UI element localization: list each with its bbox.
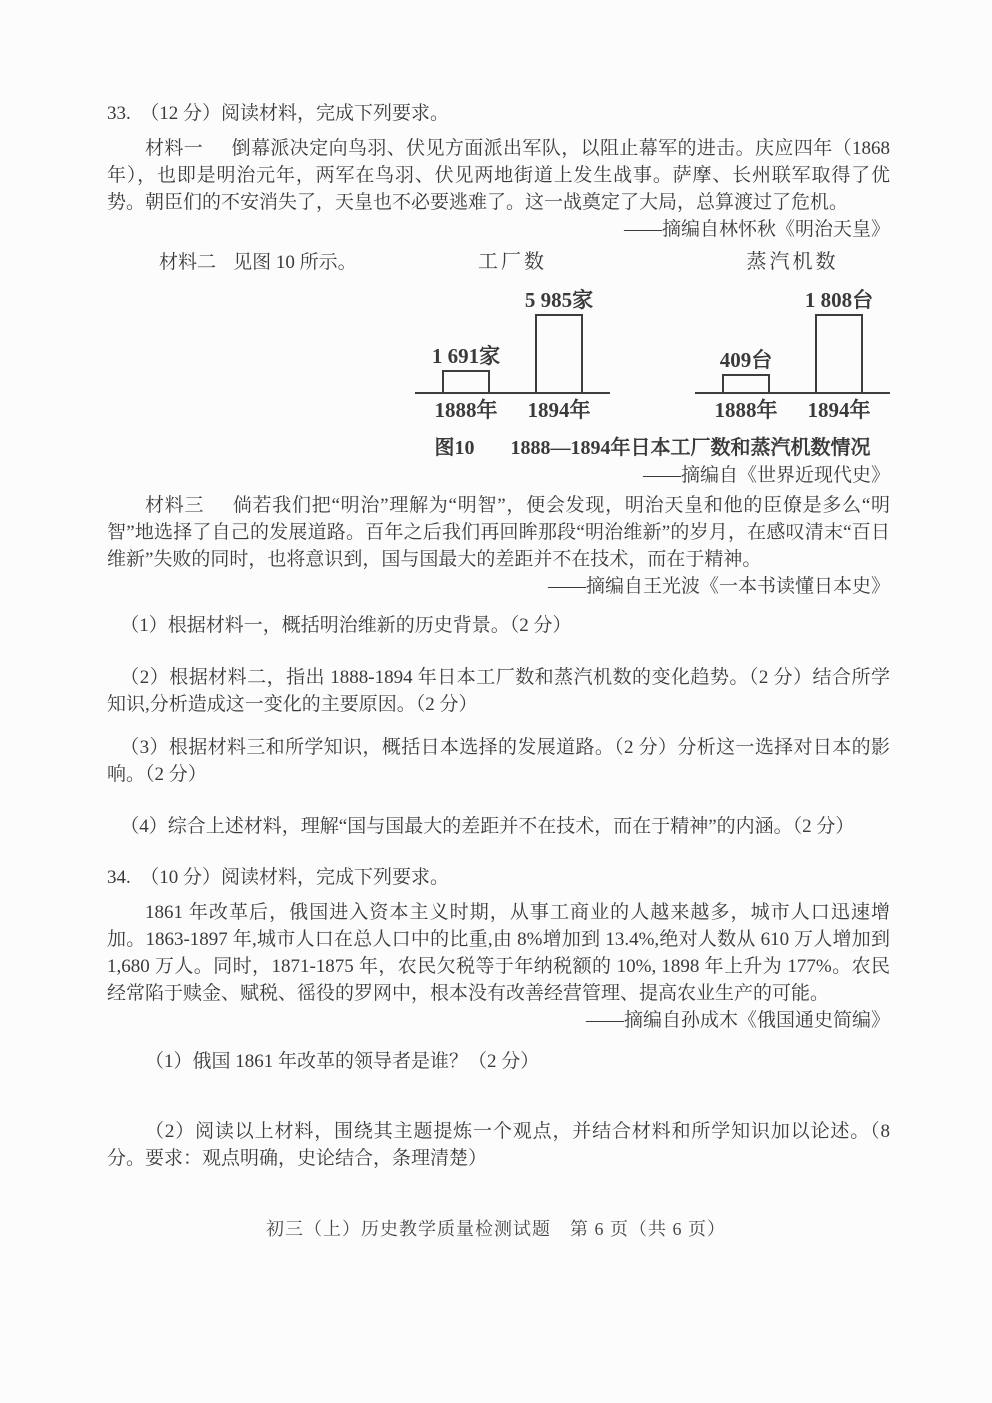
x-axis-label: 1894年 bbox=[527, 398, 591, 422]
material2-label: 材料二 bbox=[159, 252, 217, 273]
steam-engine-chart-plot bbox=[695, 282, 890, 394]
bar-charts-row bbox=[415, 249, 890, 423]
material3-label: 材料三 bbox=[145, 495, 205, 516]
x-axis-label: 1888年 bbox=[434, 398, 498, 422]
bar-group bbox=[804, 288, 874, 392]
bar bbox=[442, 370, 490, 392]
bar-value-label: 5 985家 bbox=[524, 288, 594, 312]
q33-subquestion-1: （1）根据材料一，概括明治维新的历史背景。（2 分） bbox=[120, 615, 572, 636]
x-axis-label: 1894年 bbox=[807, 398, 871, 422]
bar-group bbox=[431, 344, 501, 392]
material3-source: ——摘编自王光波《一本书读懂日本史》 bbox=[547, 576, 890, 597]
q33-material2-row bbox=[107, 249, 890, 462]
material2-text: 见图 10 所示。 bbox=[233, 252, 357, 273]
page-footer: 初三（上）历史教学质量检测试题 第 6 页（共 6 页） bbox=[266, 1219, 726, 1239]
q34-material-source: ——摘编自孙成木《俄国通史简编》 bbox=[585, 1010, 890, 1031]
bar bbox=[722, 374, 770, 392]
bar-group bbox=[719, 348, 773, 392]
bar-group bbox=[524, 288, 594, 392]
bar bbox=[815, 314, 863, 392]
q33-subquestion-4: （4）综合上述材料，理解“国与国最大的差距并不在技术，而在于精神”的内涵。（2 分） bbox=[120, 816, 855, 837]
q34-material-paragraph: 1861 年改革后，俄国进入资本主义时期，从事工商业的人越来越多，城市人口迅速增加。1863-1897 年,城市人口在总人口中的比重,由 8%增加到 13.4%,绝对人数从 610 万人增加到 1,680 万人。同时，1871-1875 年，农民欠税等于年纳税额的 10%, 1898 年上升为 177%。农民经常陷于赎金、赋税、徭役的罗网中，根本没有改善经营管理、提高农业生产的可能。 bbox=[107, 902, 890, 1004]
figure-caption bbox=[415, 435, 890, 462]
q33-material2-paragraph bbox=[107, 249, 415, 276]
material3-text: 倘若我们把“明治”理解为“明智”，便会发现，明治天皇和他的臣僚是多么“明智”地选择了自己的发展道路。百年之后我们再回眸那段“明治维新”的岁月，在感叹清末“百日维新”失败的同时，也将意识到，国与国最大的差距并不在技术，而在于精神。 bbox=[107, 495, 890, 570]
factory-chart-xaxis bbox=[415, 394, 610, 423]
bar-value-label: 409台 bbox=[719, 348, 773, 372]
q34-subquestion-1: （1）俄国 1861 年改革的领导者是谁？（2 分） bbox=[145, 1051, 540, 1072]
material1-text: 倒幕派决定向鸟羽、伏见方面派出军队，以阻止幕军的进击。庆应四年（1868 年），也即是明治元年，两军在鸟羽、伏见两地街道上发生战事。萨摩、长州联军取得了优势。朝臣们的不安消失了，天皇也不必要逃难了。这一战奠定了大局，总算渡过了危机。 bbox=[107, 138, 890, 213]
bar-value-label: 1 691家 bbox=[431, 344, 501, 368]
q34-header: 34. （10 分）阅读材料，完成下列要求。 bbox=[107, 867, 450, 888]
q33-header: 33. （12 分）阅读材料，完成下列要求。 bbox=[107, 103, 450, 124]
factory-chart-title: 工厂数 bbox=[478, 251, 547, 273]
bar bbox=[535, 314, 583, 392]
figure-number: 图10 bbox=[434, 437, 475, 459]
steam-engine-chart bbox=[695, 249, 890, 423]
factory-chart-plot bbox=[415, 282, 610, 394]
q33-subquestion-3: （3）根据材料三和所学知识，概括日本选择的发展道路。（2 分）分析这一选择对日本的影响。（2 分） bbox=[107, 737, 890, 785]
bar-value-label: 1 808台 bbox=[804, 288, 874, 312]
q33-material3-paragraph bbox=[107, 492, 890, 573]
q33-subquestion-2: （2）根据材料二，指出 1888-1894 年日本工厂数和蒸汽机数的变化趋势。（2 分）结合所学知识,分析造成这一变化的主要原因。（2 分） bbox=[107, 667, 890, 715]
x-axis-label: 1888年 bbox=[714, 398, 778, 422]
page-content bbox=[107, 100, 890, 1172]
figure-10 bbox=[415, 249, 890, 462]
figure-title: 1888—1894年日本工厂数和蒸汽机数情况 bbox=[510, 437, 871, 459]
factory-count-chart bbox=[415, 249, 610, 423]
material1-source: ——摘编自林怀秋《明治天皇》 bbox=[623, 219, 890, 240]
material1-label: 材料一 bbox=[145, 138, 204, 159]
q33-material1-paragraph bbox=[107, 135, 890, 216]
steam-engine-chart-xaxis bbox=[695, 394, 890, 423]
material2-source: ——摘编自《世界近现代史》 bbox=[642, 465, 890, 486]
q34-subquestion-2: （2）阅读以上材料，围绕其主题提炼一个观点，并结合材料和所学知识加以论述。（8 分。要求：观点明确，史论结合，条理清楚） bbox=[107, 1121, 890, 1169]
steam-engine-chart-title: 蒸汽机数 bbox=[746, 251, 839, 273]
